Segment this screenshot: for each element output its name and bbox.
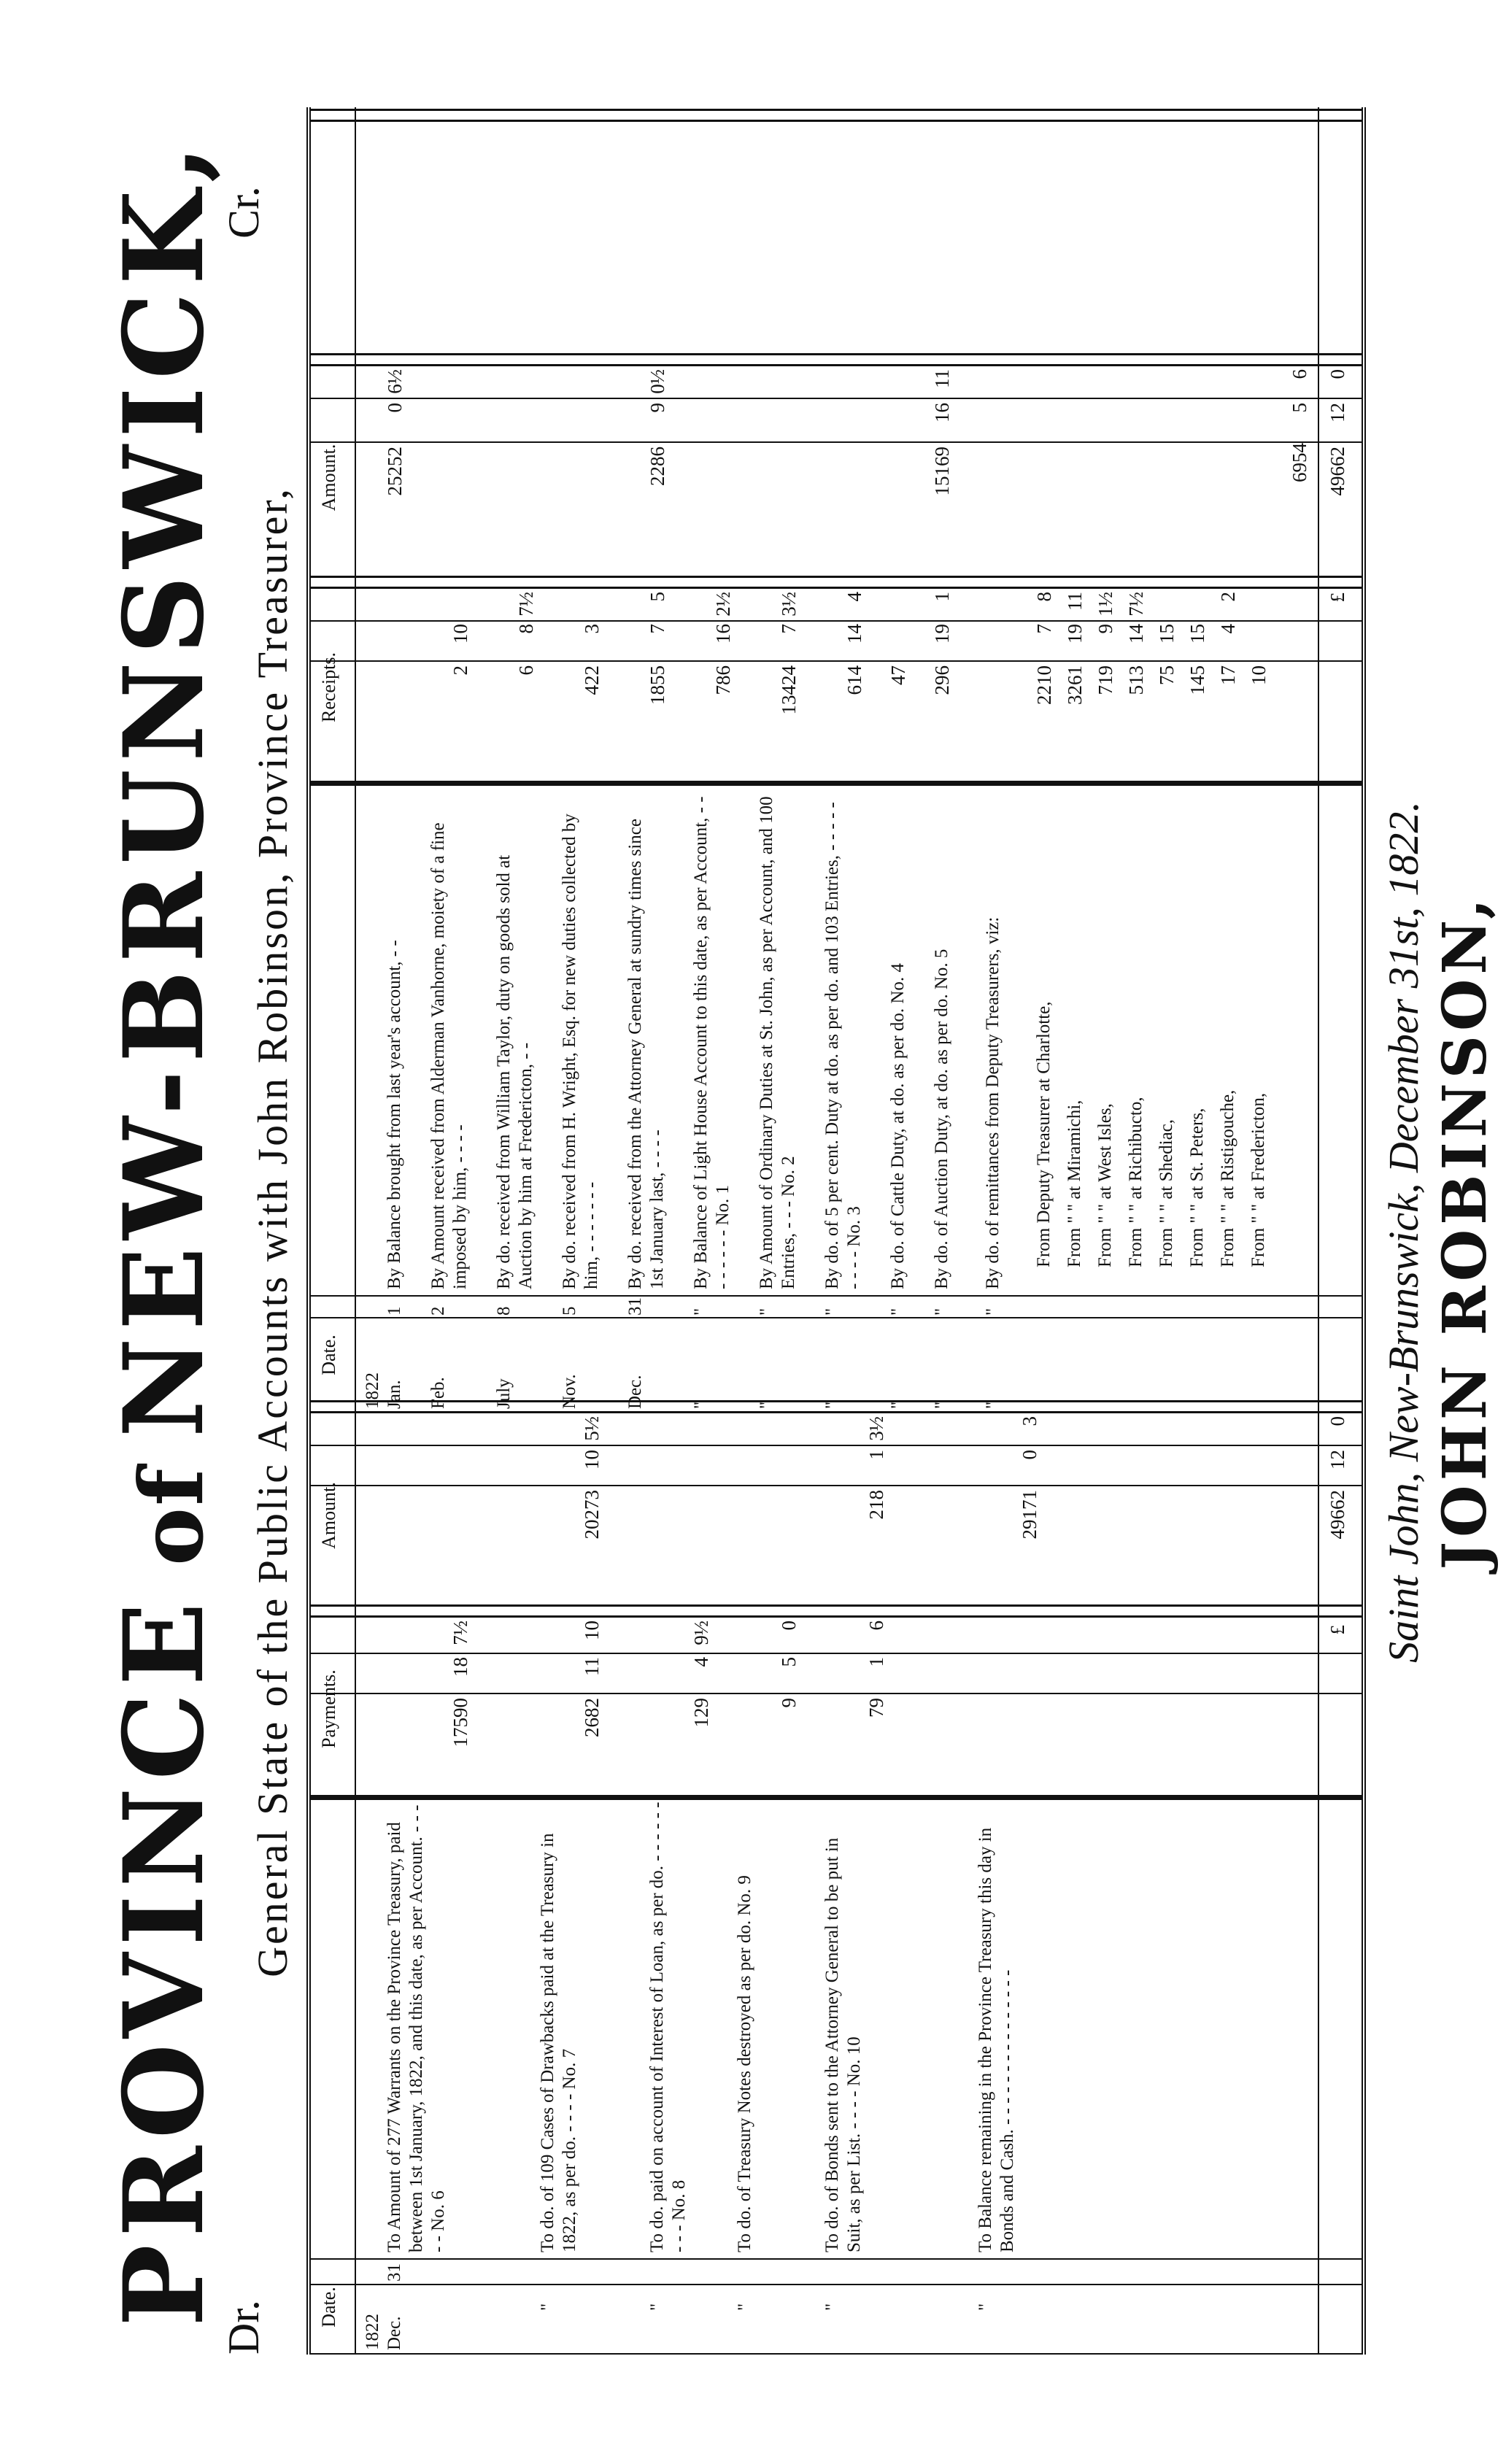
debit-ditto-mark: " bbox=[538, 2303, 557, 2311]
remit-total-pence: 6 bbox=[1289, 369, 1310, 379]
receipt-pounds: 296 bbox=[931, 665, 953, 695]
credit-entry-text: By do. received from the Attorney General at sundry times since 1st January last, - - - - bbox=[625, 819, 667, 1289]
credit-year: 1822 bbox=[363, 1372, 382, 1409]
receipt-shillings: 7 bbox=[778, 624, 800, 634]
remittance-source: From " " at Shediac, bbox=[1156, 1119, 1176, 1267]
receipt-shillings: 10 bbox=[449, 624, 471, 644]
payment-pounds: 129 bbox=[690, 1698, 712, 1728]
remittance-pounds: 145 bbox=[1186, 665, 1208, 695]
receipt-pounds: 6 bbox=[515, 665, 537, 676]
remittance-pounds: 719 bbox=[1094, 665, 1116, 695]
remittance-pounds: 3261 bbox=[1064, 665, 1086, 705]
credit-amount-pounds: 25252 bbox=[384, 447, 406, 496]
remittance-pence: 11 bbox=[1064, 592, 1086, 611]
payment-shillings: 11 bbox=[581, 1657, 603, 1676]
receipt-pounds: 47 bbox=[887, 665, 909, 685]
credit-month: " bbox=[888, 1401, 908, 1409]
remittance-pence: 2 bbox=[1217, 592, 1239, 602]
credit-entry-text: By do. of Auction Duty, at do. as per do. No. 5 bbox=[932, 949, 951, 1289]
remittance-pence: 1½ bbox=[1094, 592, 1116, 617]
payment-pounds: 79 bbox=[865, 1698, 887, 1718]
credit-entry-text: By do. of Cattle Duty, at do. as per do. No. 4 bbox=[888, 963, 908, 1289]
credit-day: 31 bbox=[625, 1297, 645, 1316]
payment-pounds: 17590 bbox=[449, 1698, 471, 1747]
receipt-pence: 4 bbox=[843, 592, 865, 602]
credit-month: Dec. bbox=[625, 1375, 645, 1409]
debit-entry-text: To Amount of 277 Warrants on the Province Treasury, paid between 1st January, 1822, and this date, as per Account. - - - - - No. 6 bbox=[385, 1804, 448, 2252]
payments-header: Payments. bbox=[318, 1669, 339, 1748]
credit-day: 5 bbox=[560, 1306, 579, 1316]
credit-month: Jan. bbox=[385, 1380, 404, 1409]
amount-pence: 5½ bbox=[581, 1416, 603, 1441]
receipt-pounds: 1855 bbox=[646, 665, 668, 705]
debit-entry-text: To Balance remaining in the Province Treasury this day in Bonds and Cash. - - - - - - - - - - - - - - - bbox=[976, 1827, 1017, 2252]
credit-marker: Cr. bbox=[220, 186, 268, 239]
debit-month: Dec. bbox=[385, 2316, 404, 2350]
credit-total-pence: 0 bbox=[1327, 369, 1348, 379]
receipts-header: Receipts. bbox=[318, 652, 339, 723]
credit-entry-text: By do. received from H. Wright, Esq. for new duties collected by him, - - - - - - - bbox=[560, 814, 601, 1289]
payment-pence: 7½ bbox=[449, 1621, 471, 1645]
receipt-pence: 7½ bbox=[515, 592, 537, 617]
amount-pounds: 29171 bbox=[1019, 1490, 1040, 1540]
credit-total-pounds: 49662 bbox=[1327, 447, 1348, 496]
credit-entry-text: By do. of 5 per cent. Duty at do. as per do. and 103 Entries, - - - - - - - - - No. 3 bbox=[822, 802, 864, 1289]
receipt-pounds: 2 bbox=[449, 665, 471, 676]
remittance-shillings: 14 bbox=[1125, 624, 1147, 644]
debit-date-header: Date. bbox=[318, 2287, 339, 2328]
payment-pence: 9½ bbox=[690, 1621, 712, 1645]
receipt-pence: 1 bbox=[931, 592, 953, 602]
credit-total-symbol: £ bbox=[1327, 592, 1348, 603]
remit-total-shillings: 5 bbox=[1289, 403, 1310, 413]
credit-entry-text: By Balance brought from last year's account, - - bbox=[385, 940, 404, 1289]
amount-shillings: 10 bbox=[581, 1450, 603, 1469]
debit-ditto-mark: " bbox=[647, 2303, 667, 2311]
remittance-source: From " " at Fredericton, bbox=[1248, 1092, 1268, 1267]
credit-month: " bbox=[757, 1401, 776, 1409]
payment-pounds: 9 bbox=[778, 1698, 800, 1708]
amount-pounds: 20273 bbox=[581, 1490, 603, 1540]
credit-amount-shillings: 9 bbox=[646, 403, 668, 413]
credit-month: " bbox=[822, 1401, 842, 1409]
credit-amount-pence: 6½ bbox=[384, 369, 406, 394]
debit-entry-text: To do. of Treasury Notes destroyed as per do. No. 9 bbox=[735, 1875, 754, 2252]
payment-shillings: 18 bbox=[449, 1657, 471, 1677]
debit-marker: Dr. bbox=[220, 2300, 268, 2355]
credit-day: " bbox=[822, 1308, 842, 1316]
credit-day: " bbox=[757, 1308, 776, 1316]
debit-total-pence: 0 bbox=[1327, 1416, 1348, 1426]
credit-entry-text: By Amount received from Alderman Vanhorne, moiety of a fine imposed by him, - - - - bbox=[428, 822, 470, 1289]
payment-pence: 0 bbox=[778, 1621, 800, 1631]
receipt-pounds: 614 bbox=[843, 665, 865, 695]
debit-ditto-mark: " bbox=[735, 2303, 754, 2311]
remittance-source: From " " at West Isles, bbox=[1095, 1103, 1115, 1267]
debit-ditto-mark: " bbox=[822, 2303, 842, 2311]
place-date-line: Saint John, New-Brunswick, December 31st, 1822. bbox=[1380, 801, 1427, 1663]
credit-day: " bbox=[932, 1308, 951, 1316]
remittance-pounds: 513 bbox=[1125, 665, 1147, 695]
remittance-source: From " " at Ristigouche, bbox=[1218, 1089, 1237, 1267]
debit-entry-text: To do. paid on account of Interest of Loan, as per do. - - - - - - - - - No. 8 bbox=[647, 1801, 689, 2252]
remittance-pence: 8 bbox=[1033, 592, 1055, 602]
receipt-pounds: 786 bbox=[712, 665, 734, 695]
page-title bbox=[100, 0, 228, 2464]
amount-pounds: 218 bbox=[865, 1490, 887, 1520]
credit-amount-pounds: 15169 bbox=[931, 447, 953, 496]
payment-shillings: 5 bbox=[778, 1657, 800, 1667]
receipt-shillings: 19 bbox=[931, 624, 953, 644]
receipt-pence: 5 bbox=[646, 592, 668, 602]
title-new-brunswick: NEW-BRUNSWICK, bbox=[100, 137, 228, 1438]
credit-entry-text: By do. of remittances from Deputy Treasurers, viz: bbox=[983, 916, 1003, 1289]
remittance-shillings: 7 bbox=[1033, 624, 1055, 634]
remittance-shillings: 15 bbox=[1186, 624, 1208, 644]
debit-amount-header: Amount. bbox=[318, 1482, 339, 1549]
credit-month: " bbox=[983, 1401, 1003, 1409]
payment-shillings: 4 bbox=[690, 1657, 712, 1667]
credit-day: " bbox=[691, 1308, 711, 1316]
remittance-pounds: 2210 bbox=[1033, 665, 1055, 705]
credit-entry-text: By Balance of Light House Account to this date, as per Account, - - - - - - - - No. 1 bbox=[691, 796, 733, 1289]
amount-pence: 3½ bbox=[865, 1416, 887, 1441]
remittance-shillings: 19 bbox=[1064, 624, 1086, 644]
receipt-shillings: 3 bbox=[581, 624, 603, 634]
credit-amount-shillings: 16 bbox=[931, 403, 953, 422]
remittance-shillings: 4 bbox=[1217, 624, 1239, 634]
remittance-source: From " " at Richibucto, bbox=[1126, 1097, 1146, 1267]
receipt-pence: 3½ bbox=[778, 592, 800, 617]
credit-amount-pence: 11 bbox=[931, 369, 953, 388]
debit-ditto-mark: " bbox=[976, 2303, 995, 2311]
credit-amount-shillings: 0 bbox=[384, 403, 406, 413]
credit-amount-header: Amount. bbox=[318, 444, 339, 511]
debit-total-shillings: 12 bbox=[1327, 1450, 1348, 1469]
title-of: of bbox=[120, 1467, 223, 1567]
credit-amount-pence: 0½ bbox=[646, 369, 668, 394]
debit-total-symbol: £ bbox=[1327, 1625, 1348, 1635]
debit-day: 31 bbox=[385, 2263, 404, 2282]
amount-shillings: 0 bbox=[1019, 1450, 1040, 1460]
debit-entry-text: To do. of 109 Cases of Drawbacks paid at the Treasury in 1822, as per do. - - - - No. 7 bbox=[538, 1833, 579, 2252]
payment-pence: 6 bbox=[865, 1621, 887, 1631]
payment-pounds: 2682 bbox=[581, 1698, 603, 1737]
credit-month: Nov. bbox=[560, 1374, 579, 1409]
amount-shillings: 1 bbox=[865, 1450, 887, 1460]
treasurer-signature: JOHN ROBINSON, bbox=[1430, 894, 1500, 1570]
remittance-source: From " " at St. Peters, bbox=[1187, 1108, 1207, 1267]
remittance-source: From Deputy Treasurer at Charlotte, bbox=[1034, 1001, 1054, 1267]
receipt-pence: 2½ bbox=[712, 592, 734, 617]
credit-day: 1 bbox=[385, 1306, 404, 1316]
account-ledger bbox=[306, 107, 1366, 2355]
remittance-pounds: 75 bbox=[1156, 665, 1178, 685]
remittance-shillings: 15 bbox=[1156, 624, 1178, 644]
credit-month: July bbox=[494, 1378, 514, 1409]
amount-pence: 3 bbox=[1019, 1416, 1040, 1426]
credit-day: " bbox=[983, 1308, 1003, 1316]
payment-shillings: 1 bbox=[865, 1657, 887, 1667]
remit-total-pounds: 6954 bbox=[1289, 443, 1310, 482]
credit-day: 2 bbox=[428, 1306, 448, 1316]
debit-entry-text: To do. of Bonds sent to the Attorney General to be put in Suit, as per List. - - - - No. 10 bbox=[822, 1837, 864, 2252]
receipt-pounds: 13424 bbox=[778, 665, 800, 715]
remittance-source: From " " at Miramichi, bbox=[1065, 1100, 1084, 1267]
credit-month: " bbox=[932, 1401, 951, 1409]
remittance-pounds: 10 bbox=[1248, 665, 1270, 685]
receipt-shillings: 14 bbox=[843, 624, 865, 644]
credit-entry-text: By do. received from William Taylor, duty on goods sold at Auction by him at Fredericton, - - bbox=[494, 854, 536, 1289]
receipt-pounds: 422 bbox=[581, 665, 603, 695]
title-province: PROVINCE bbox=[100, 1595, 228, 2327]
credit-total-shillings: 12 bbox=[1327, 403, 1348, 422]
remittance-pence: 7½ bbox=[1125, 592, 1147, 617]
debit-year: 1822 bbox=[363, 2314, 382, 2350]
debit-total-pounds: 49662 bbox=[1327, 1490, 1348, 1540]
credit-day: " bbox=[888, 1308, 908, 1316]
credit-entry-text: By Amount of Ordinary Duties at St. John, as per Account, and 100 Entries, - - - No. 2 bbox=[757, 796, 798, 1289]
credit-month: " bbox=[691, 1401, 711, 1409]
receipt-shillings: 8 bbox=[515, 624, 537, 634]
remittance-shillings: 9 bbox=[1094, 624, 1116, 634]
credit-month: Feb. bbox=[428, 1377, 448, 1409]
payment-pence: 10 bbox=[581, 1621, 603, 1640]
receipt-shillings: 16 bbox=[712, 624, 734, 644]
receipt-shillings: 7 bbox=[646, 624, 668, 634]
credit-amount-pounds: 2286 bbox=[646, 447, 668, 486]
page-subtitle: General State of the Public Accounts with John Robinson, Province Treasurer, bbox=[249, 487, 296, 1977]
credit-date-header: Date. bbox=[318, 1335, 339, 1375]
remittance-pounds: 17 bbox=[1217, 665, 1239, 685]
credit-day: 8 bbox=[494, 1306, 514, 1316]
